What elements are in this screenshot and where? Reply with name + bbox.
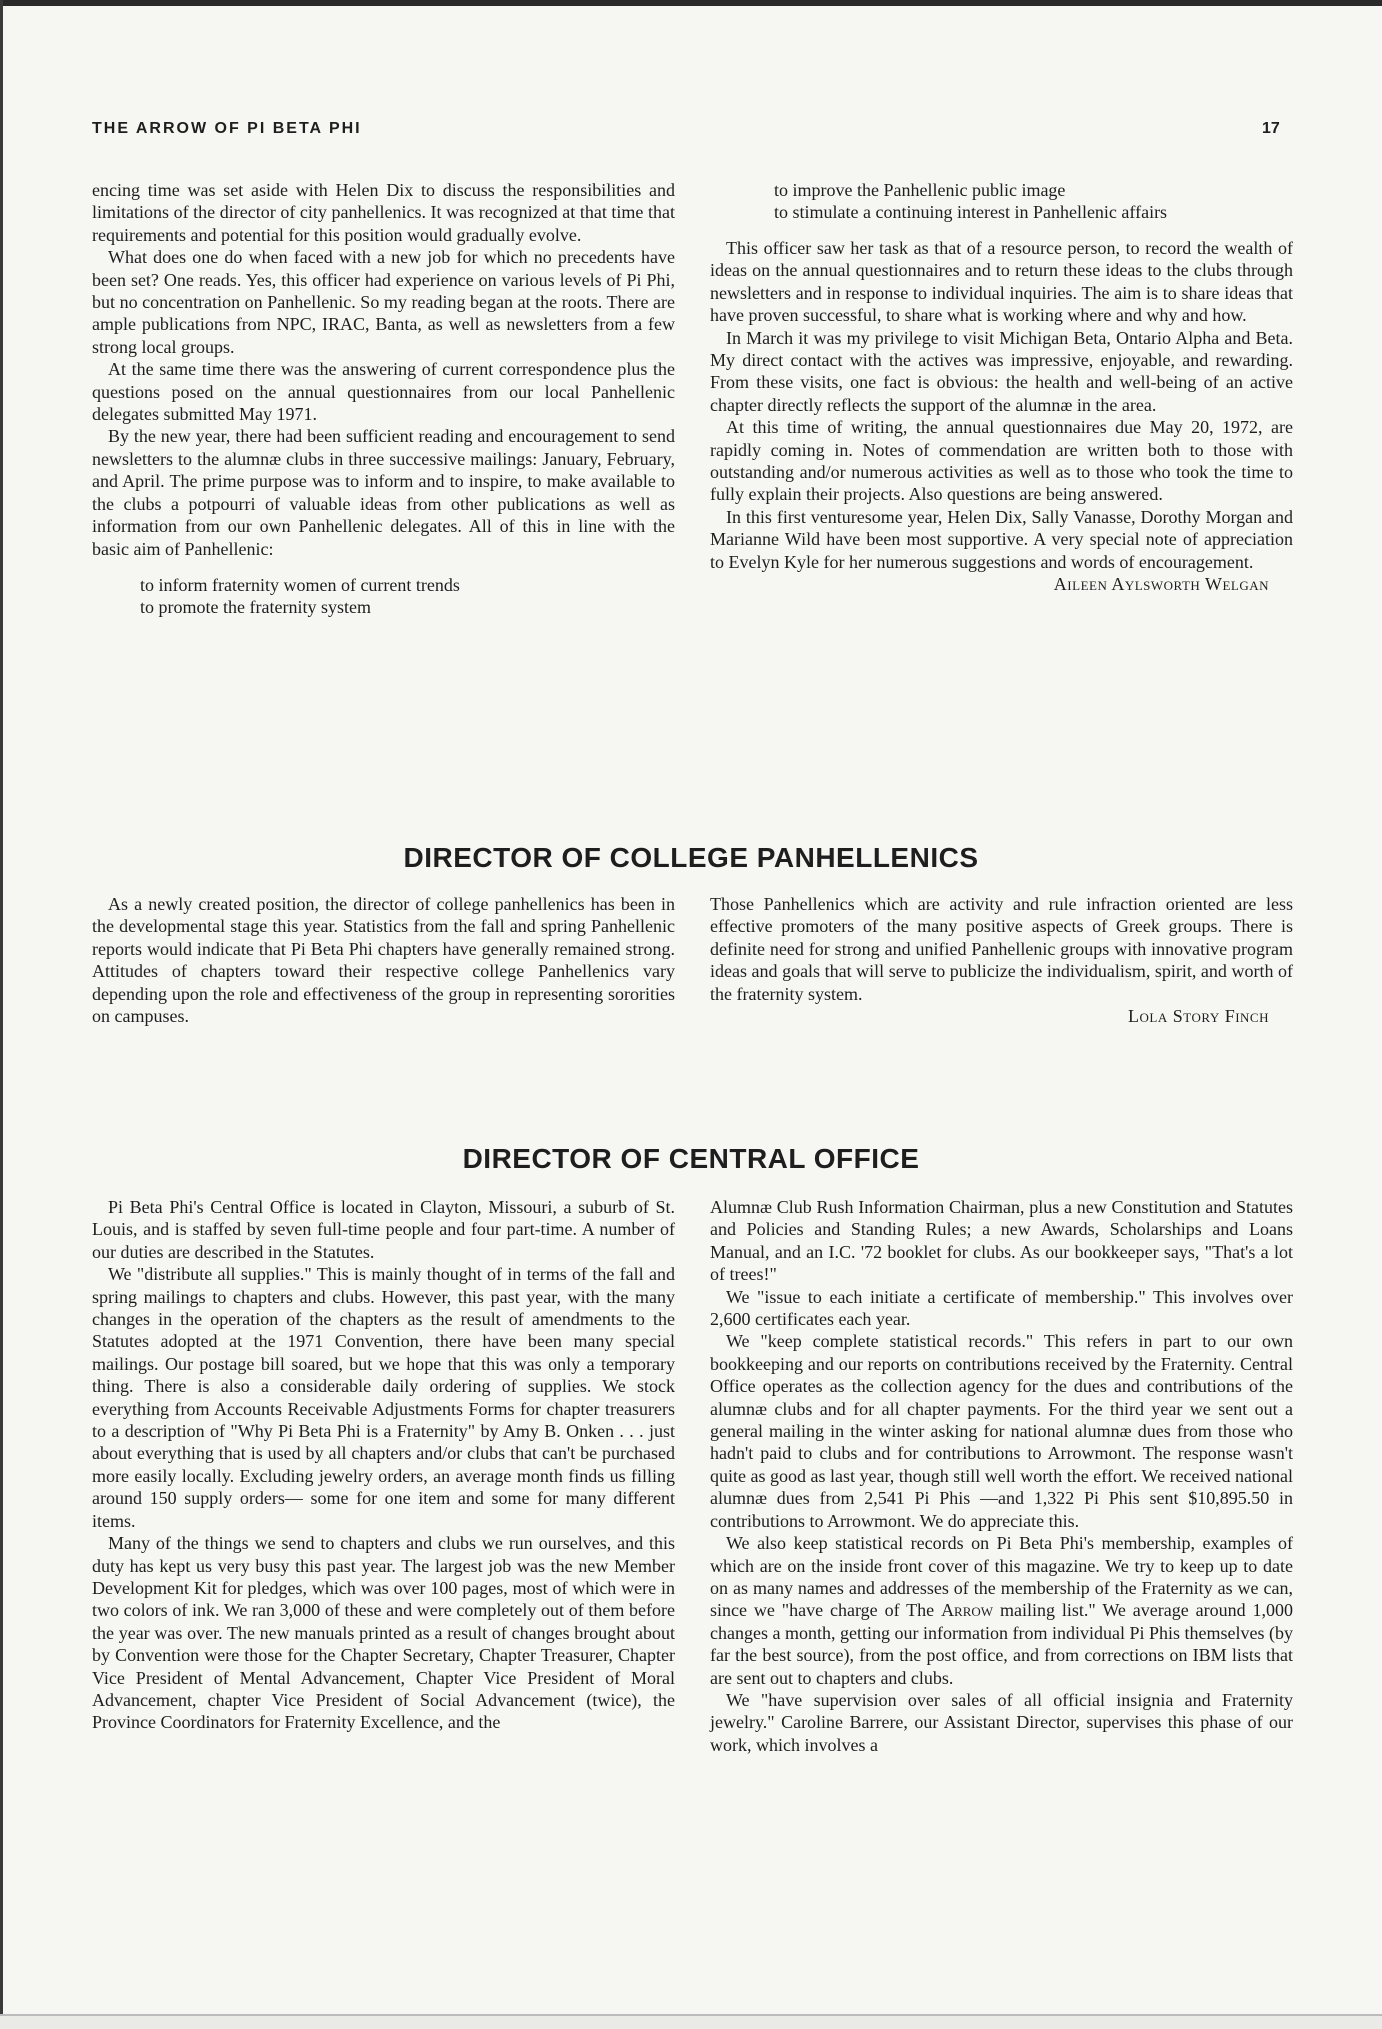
paragraph: Many of the things we send to chapters and clubs we run ourselves, and this duty has kept us very busy this past year. The largest job was the new Member Development Kit for pledges, which was over 100 pages, most of which were in two colors of ink. We ran 3,000 of these and were completely out of them before the year was over. The new manuals printed as a result of changes brought about by Convention were those for the Chapter Secretary, Chapter Treasurer, Chapter Vice President of Mental Advancement, Chapter Vice President of Moral Advancement, chapter Vice President of Social Advancement (twice), the Province Coordinators for Fraternity Excellence, and the — [92, 1533, 675, 1733]
section2-left-column — [92, 893, 675, 1027]
paragraph: Those Panhellenics which are activity and rule infraction oriented are less effective promoters of the many positive aspects of Greek groups. There is definite need for strong and unified Panhellenic groups with innovative program ideas and goals that will serve to publicize the individualism, spirit, and worth of the fraternity system. — [710, 894, 1293, 1004]
paragraph: At the same time there was the answering of current correspondence plus the questions posed on the annual questionnaires from our local Panhellenic delegates submitted May 1971. — [92, 359, 675, 425]
section2-right-column — [710, 893, 1293, 1027]
panhellenic-aims-list-2 — [710, 179, 1293, 223]
list-item: to promote the fraternity system — [140, 596, 371, 617]
page-number: 17 — [1262, 120, 1280, 137]
running-head: THE ARROW OF PI BETA PHI — [92, 120, 362, 137]
list-item: to stimulate a continuing interest in Panhellenic affairs — [774, 202, 1168, 222]
text-span: We also keep statistical records on Pi Beta Phi's membership, examples of which are on the inside front cover of this magazine. We try to keep up to date on as many names and addresses of the membership of the Fraternity as we can, since we "have charge of The — [710, 1533, 1293, 1621]
section3-left-column — [92, 1196, 675, 1734]
paragraph: encing time was set aside with Helen Dix to discuss the responsibilities and limitations of the director of city panhellenics. It was recognized at that time that requirements and potential for this position would gradually evolve. — [92, 180, 675, 245]
scan-edge-top — [0, 0, 1382, 6]
paragraph: We "distribute all supplies." This is mainly thought of in terms of the fall and spring mailings to chapters and clubs. However, this past year, with the many changes in the operation of the chapters as the result of amendments to the Statutes adopted at the 1971 Convention, there have been many special mailings. Our postage bill soared, but we hope that this was only a temporary thing. There is also a considerable daily ordering of supplies. We stock everything from Accounts Receivable Adjustments Forms for chapter treasurers to a description of "Why Pi Beta Phi is a Fraternity" by Amy B. Onken . . . just about everything that is used by all chapters and/or clubs that can't be purchased more easily locally. Excluding jewelry orders, an average month finds us filling around 150 supply orders— some for one item and some for many different items. — [92, 1264, 675, 1531]
paragraph: At this time of writing, the annual questionnaires due May 20, 1972, are rapidly coming in. Notes of commendation are written both to those with outstanding and/or numerous activities as well as to those who took the time to fully explain their projects. Also questions are being answered. — [710, 417, 1293, 505]
paragraph: What does one do when faced with a new job for which no precedents have been set? One reads. Yes, this officer had experience on various levels of Pi Phi, but no concentration on Panhellenic. So my reading began at the roots. There are ample publications from NPC, IRAC, Banta, as well as newsletters from a few strong local groups. — [92, 247, 675, 357]
section3-right-column — [710, 1196, 1293, 1756]
author-signature: Lola Story Finch — [1128, 1006, 1269, 1027]
panhellenic-aims-list-1 — [92, 574, 675, 618]
section1-left-column — [92, 179, 675, 632]
paragraph: This officer saw her task as that of a resource person, to record the wealth of ideas on the annual questionnaires and to return these ideas to the clubs through newsletters and in response to individual inquiries. The aim is to share ideas that have proven successful, to share what is working where and why and how. — [710, 238, 1293, 326]
list-item: to inform fraternity women of current trends — [140, 574, 460, 595]
scan-edge-left — [0, 0, 3, 2027]
paragraph: Alumnæ Club Rush Information Chairman, plus a new Constitution and Statutes and Policies and Standing Rules; a new Awards, Scholarships and Loans Manual, and an I.C. '72 booklet for clubs. As our bookkeeper says, "That's a lot of trees!" — [710, 1197, 1293, 1285]
paragraph: We "keep complete statistical records." This refers in part to our own bookkeeping and our reports on contributions received by the Fraternity. Central Office operates as the collection agency for the dues and contributions of the alumnæ clubs and for all chapter payments. For the third year we sent out a general mailing in the winter asking for national alumnæ dues from those who hadn't paid to clubs and for contributions to Arrowmont. The response wasn't quite as good as last year, though still well worth the effort. We received national alumnæ dues from 2,541 Pi Phis —and 1,322 Pi Phis sent $10,895.50 in contributions to Arrowmont. We do appreciate this. — [710, 1331, 1294, 1531]
paragraph: As a newly created position, the director of college panhellenics has been in the developmental stage this year. Statistics from the fall and spring Panhellenic reports would indicate that Pi Beta Phi chapters have generally remained strong. Attitudes of chapters toward their respective college Panhellenics vary depending upon the role and effectiveness of the group in representing sororities on campuses. — [92, 894, 675, 1027]
paragraph: We "issue to each initiate a certificate of membership." This involves over 2,600 certificates each year. — [710, 1286, 1293, 1330]
text-span: mailing list." We average around 1,000 changes a month, getting our information from individual Pi Phis themselves (by far the best source), from the post office, and from corrections on IBM lists that are sent out to chapters and clubs. — [710, 1600, 1294, 1688]
section-title-college-panhellenics: DIRECTOR OF COLLEGE PANHELLENICS — [403, 842, 979, 873]
paragraph — [710, 1532, 1293, 1689]
list-item: to improve the Panhellenic public image — [774, 180, 1066, 200]
author-signature: Aileen Aylsworth Welgan — [1053, 574, 1269, 595]
paragraph: By the new year, there had been sufficient reading and encouragement to send newsletters to the alumnæ clubs in three successive mailings: January, February, and April. The prime purpose was to inform and to inspire, to make available to the clubs a potpourri of valuable ideas from other publications as well as information from our own Panhellenic delegates. All of this in line with the basic aim of Panhellenic: — [92, 426, 675, 559]
section-title-central-office: DIRECTOR OF CENTRAL OFFICE — [462, 1143, 920, 1174]
section1-right-column — [710, 179, 1293, 596]
paragraph: In March it was my privilege to visit Michigan Beta, Ontario Alpha and Beta. My direct contact with the actives was impressive, enjoyable, and rewarding. From these visits, one fact is obvious: the health and well-being of an active chapter directly reflects the support of the alumnæ in the area. — [710, 327, 1293, 415]
paragraph: In this first venturesome year, Helen Dix, Sally Vanasse, Dorothy Morgan and Marianne Wild have been most supportive. A very special note of appreciation to Evelyn Kyle for her numerous suggestions and words of encouragement. — [710, 506, 1293, 572]
paragraph: We "have supervision over sales of all official insignia and Fraternity jewelry." Caroline Barrere, our Assistant Director, supervises this phase of our work, which involves a — [710, 1689, 1293, 1755]
magazine-title: Arrow — [941, 1600, 994, 1621]
paragraph: Pi Beta Phi's Central Office is located in Clayton, Missouri, a suburb of St. Louis, and is staffed by seven full-time people and four part-time. A number of our duties are described in the Statutes. — [92, 1197, 675, 1262]
